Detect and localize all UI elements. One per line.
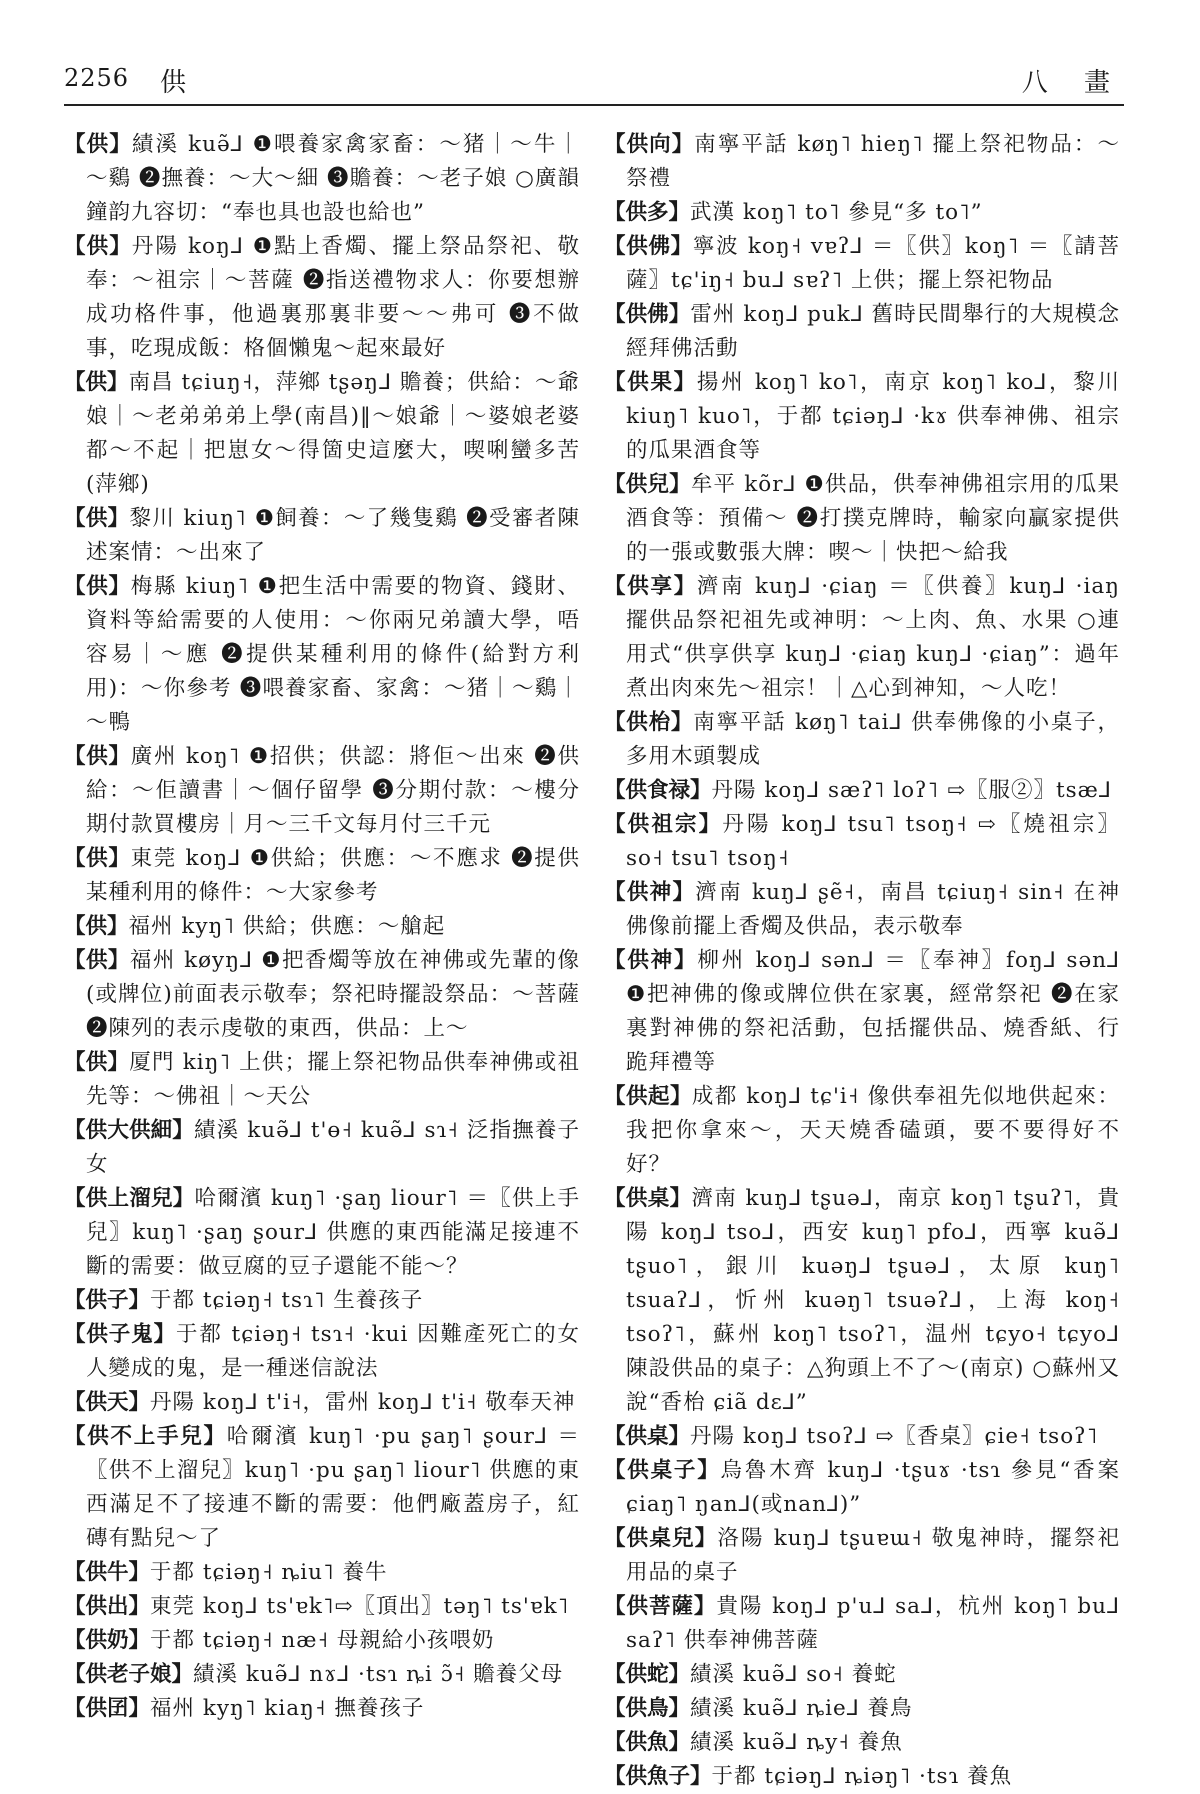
entry-headword: 【供起】 [604, 1084, 692, 1109]
entry-definition: 于都 tɕiəŋ˧ ȵiu˥ 養牛 [150, 1560, 388, 1585]
entry-definition: 東莞 koŋ⅃ ts'ɐk˥⇨〖頂出〗təŋ˥ ts'ɐk˥ [150, 1594, 570, 1619]
page-header [64, 58, 1124, 106]
entry-headword: 【供桌子】 [604, 1458, 721, 1483]
dictionary-entry [64, 1386, 580, 1420]
dictionary-entry [604, 570, 1120, 706]
entry-definition: 貴陽 koŋ⅃ p'u⅃ sa⅃，杭州 koŋ˥ bu⅃ saʔ˥ 供奉神佛菩薩 [626, 1594, 1120, 1653]
entry-headword: 【供老子娘】 [64, 1662, 194, 1687]
entry-headword: 【供子鬼】 [64, 1322, 177, 1347]
entry-headword: 【供出】 [64, 1594, 151, 1619]
entry-definition: 于都 tɕiəŋ˧ tsɿ˧ ·kui 因難產死亡的女人變成的鬼，是一種迷信說法 [86, 1322, 580, 1381]
dictionary-entry [64, 1284, 580, 1318]
entry-definition: 于都 tɕiəŋ⅃ ȵiəŋ˥ ·tsɿ 養魚 [711, 1764, 1013, 1789]
dictionary-entry [604, 468, 1120, 570]
entry-headword: 【供】 [64, 234, 132, 259]
entry-definition: 南寧平話 køŋ˥ tai⅃ 供奉佛像的小桌子，多用木頭製成 [626, 710, 1120, 769]
entry-headword: 【供蛇】 [604, 1662, 691, 1687]
entry-headword: 【供果】 [604, 370, 697, 395]
entry-definition: 南寧平話 køŋ˥ hieŋ˥ 擺上祭祀物品：～祭禮 [626, 132, 1120, 191]
dictionary-entry [604, 808, 1120, 876]
entry-headword: 【供大供細】 [64, 1118, 194, 1143]
entry-definition: 寧波 koŋ˧ vɐʔ⅃ ＝〖供〗koŋ˥ ＝〖請菩薩〗tɕ'iŋ˧ bu⅃ sɐʔ˥ 上供；擺上祭祀物品 [626, 234, 1120, 293]
dictionary-entry [64, 1658, 580, 1692]
page-number: 2256 [64, 64, 130, 92]
entry-definition: 績溪 kuə̃⅃ t'ɵ˧ kuə̃⅃ sɿ˧ 泛指撫養子女 [86, 1118, 580, 1177]
entry-headword: 【供不上手兒】 [64, 1424, 227, 1449]
dictionary-entry [604, 944, 1120, 1080]
dictionary-entry [604, 1692, 1120, 1726]
entry-definition: 福州 køyŋ⅃ ❶把香燭等放在神佛或先輩的像(或牌位)前面表示敬奉；祭祀時擺設祭品：～菩薩 ❷陳列的表示虔敬的東西，供品：上～ [86, 948, 580, 1041]
entry-headword: 【供食禄】 [604, 778, 712, 803]
entry-headword: 【供神】 [604, 880, 696, 905]
entry-headword: 【供】 [64, 1050, 130, 1075]
entry-definition: 績溪 kuə̃⅃ ȵy˧ 養魚 [690, 1730, 903, 1755]
dictionary-entry [64, 1590, 580, 1624]
entry-headword: 【供鳥】 [604, 1696, 691, 1721]
dictionary-entry [604, 366, 1120, 468]
dictionary-entry [604, 706, 1120, 774]
entry-headword: 【供天】 [64, 1390, 151, 1415]
entry-headword: 【供佛】 [604, 234, 693, 259]
dictionary-entry [604, 774, 1120, 808]
entry-definition: 烏魯木齊 kuŋ⅃ ·tʂuɤ ·tsɿ 參見“香案 ɕiaŋ˥ ŋan⅃(或nan⅃)” [626, 1458, 1120, 1517]
entry-headword: 【供奶】 [64, 1628, 151, 1653]
entry-headword: 【供】 [64, 914, 129, 939]
dictionary-entry [604, 1658, 1120, 1692]
left-column [64, 128, 580, 1726]
entry-definition: 南昌 tɕiuŋ˧，萍鄉 tʂəŋ⅃ 贍養；供給：～爺娘｜～老弟弟弟上學(南昌)‖～娘爺｜～婆娘老婆都～不起｜把崽女～得箇史這麼大，喫唎蠻多苦(萍鄉) [86, 370, 580, 497]
dictionary-entry [64, 1182, 580, 1284]
entry-definition: 柳州 koŋ⅃ sən⅃ ＝〖奉神〗foŋ⅃ sən⅃ ❶把神佛的像或牌位供在家裏，經常祭祀 ❷在家裏對神佛的祭祀活動，包括擺供品、燒香紙、行跪拜禮等 [626, 948, 1120, 1075]
entry-headword: 【供祖宗】 [604, 812, 723, 837]
entry-headword: 【供】 [64, 574, 131, 599]
dictionary-entry [64, 366, 580, 502]
dictionary-entry [64, 740, 580, 842]
dictionary-entry [604, 128, 1120, 196]
entry-headword: 【供神】 [604, 948, 698, 973]
entry-headword: 【供兒】 [604, 472, 691, 497]
dictionary-entry [64, 570, 580, 740]
entry-definition: 績溪 kuə̃⅃ ❶喂養家禽家畜：～猪｜～牛｜～鷄 ❷撫養：～大～細 ❸贍養：～老子娘 ○廣韻鐘韵九容切：“奉也具也設也給也” [86, 132, 580, 225]
entry-definition: 丹陽 koŋ⅃ t'i˧，雷州 koŋ⅃ t'i˧ 敬奉天神 [150, 1390, 576, 1415]
entry-definition: 丹陽 koŋ⅃ ❶點上香燭、擺上祭品祭祀、敬奉：～祖宗｜～菩薩 ❷指送禮物求人：你要想辦成功格件事，他過裏那裏非要～～弗可 ❸不做事，吃現成飯：格個懶鬼～起來最好 [86, 234, 580, 361]
dictionary-entry [604, 1760, 1120, 1794]
dictionary-entry [64, 1046, 580, 1114]
dictionary-entry [604, 1454, 1120, 1522]
entry-headword: 【供向】 [604, 132, 695, 157]
entry-headword: 【供】 [64, 846, 131, 871]
entry-headword: 【供菩薩】 [604, 1594, 717, 1619]
entry-definition: 揚州 koŋ˥ ko˥，南京 koŋ˥ ko⅃，黎川 kiuŋ˥ kuo˥，于都 tɕiəŋ⅃ ·kɤ 供奉神佛、祖宗的瓜果酒食等 [626, 370, 1120, 463]
dictionary-entry [64, 1114, 580, 1182]
dictionary-entry [64, 1556, 580, 1590]
entry-definition: 福州 kyŋ˥ 供給；供應：～艙起 [128, 914, 446, 939]
entry-definition: 績溪 kuə̃⅃ nɤ⅃ ·tsɿ ȵi ɔ̃˧ 贍養父母 [193, 1662, 564, 1687]
entry-headword: 【供】 [64, 506, 130, 531]
dictionary-entry [604, 1182, 1120, 1420]
dictionary-entry [604, 1590, 1120, 1658]
entry-definition: 濟南 kuŋ⅃ ʂẽ˧，南昌 tɕiuŋ˧ sin˧ 在神佛像前擺上香燭及供品，表示敬奉 [626, 880, 1120, 939]
header-section-label: 八 畫 [1021, 68, 1124, 98]
entry-definition: 于都 tɕiəŋ˧ tsɿ˥ 生養孩子 [150, 1288, 424, 1313]
entry-definition: 黎川 kiuŋ˥ ❶飼養：～了幾隻鷄 ❷受審者陳述案情：～出來了 [86, 506, 580, 565]
entry-definition: 丹陽 koŋ⅃ sæʔ˥ loʔ˥ ⇨〖服②〗tsæ⅃ [711, 778, 1112, 803]
entry-definition: 廣州 koŋ˥ ❶招供；供認：將佢～出來 ❷供給：～佢讀書｜～個仔留學 ❸分期付款：～樓分期付款買樓房｜月～三千文每月付三千元 [86, 744, 580, 837]
dictionary-entry [604, 230, 1120, 298]
right-column [604, 128, 1120, 1794]
entry-definition: 績溪 kuə̃⅃ ȵie⅃ 養鳥 [690, 1696, 913, 1721]
entry-definition: 丹陽 koŋ⅃ tsoʔ⅃ ⇨〖香桌〗ɕie˧ tsoʔ˥ [690, 1424, 1099, 1449]
dictionary-entry [64, 1624, 580, 1658]
entry-definition: 丹陽 koŋ⅃ tsu˥ tsoŋ˧ ⇨〖燒祖宗〗so˧ tsu˥ tsoŋ˧ [626, 812, 1120, 871]
entry-headword: 【供桌】 [604, 1186, 692, 1211]
entry-headword: 【供佛】 [604, 302, 691, 327]
entry-headword: 【供】 [64, 744, 131, 769]
entry-definition: 濟南 kuŋ⅃ ·ɕiaŋ ＝〖供養〗kuŋ⅃ ·iaŋ 擺供品祭祀祖先或神明：～上肉、魚、水果 ○連用式“供享供享 kuŋ⅃ ·ɕiaŋ kuŋ⅃ ·ɕiaŋ”：過年煮出肉來先～祖宗！｜△心到神知，～人吃！ [626, 574, 1120, 701]
entry-headword: 【供牛】 [64, 1560, 151, 1585]
dictionary-entry [604, 1726, 1120, 1760]
entry-definition: 濟南 kuŋ⅃ tʂuə⅃，南京 koŋ˥ tʂuʔ˥，貴陽 koŋ⅃ tso⅃，西安 kuŋ˥ pfo⅃，西寧 kuə̃⅃ tʂuo˥，銀川 kuəŋ⅃ tʂuə⅃，太原 kuŋ˥ tsuaʔ⅃，忻州 kuəŋ˥ tsuəʔ⅃，上海 koŋ˧ tsoʔ˥，蘇州 koŋ˥ tsoʔ˥，温州 tɕyo˧ tɕyo⅃ 陳設供品的桌子：△狗頭上不了～(南京) ○蘇州又說“香枱 ɕiã dɛ⅃” [626, 1186, 1120, 1415]
entry-definition: 哈爾濱 kuŋ˥ ·pu ʂaŋ˥ ʂour⅃ ＝〖供不上溜兒〗kuŋ˥ ·pu ʂaŋ˥ liour˥ 供應的東西滿足不了接連不斷的需要：他們廠蓋房子，紅磚有點兒～了 [86, 1424, 580, 1551]
dictionary-entry [604, 196, 1120, 230]
dictionary-entry [64, 1420, 580, 1556]
dictionary-entry [64, 944, 580, 1046]
entry-headword: 【供桌兒】 [604, 1526, 718, 1551]
entry-definition: 雷州 koŋ⅃ puk⅃ 舊時民間舉行的大規模念經拜佛活動 [626, 302, 1120, 361]
entry-definition: 成都 koŋ⅃ tɕ'i˧ 像供奉祖先似地供起來：我把你拿來～，天天燒香磕頭，要不要得好不好？ [626, 1084, 1120, 1177]
entry-headword: 【供魚子】 [604, 1764, 712, 1789]
dictionary-entry [604, 298, 1120, 366]
entry-definition: 武漢 koŋ˥ to˥ 參見“多 to˥” [690, 200, 983, 225]
dictionary-entry [604, 1080, 1120, 1182]
entry-headword: 【供上溜兒】 [64, 1186, 195, 1211]
entry-definition: 福州 kyŋ˥ kiaŋ˧ 撫養孩子 [150, 1696, 425, 1721]
entry-headword: 【供桌】 [604, 1424, 691, 1449]
dictionary-entry [64, 1692, 580, 1726]
entry-headword: 【供多】 [604, 200, 691, 225]
entry-definition: 績溪 kuə̃⅃ so˧ 養蛇 [690, 1662, 897, 1687]
entry-headword: 【供子】 [64, 1288, 151, 1313]
entry-definition: 厦門 kiŋ˥ 上供；擺上祭祀物品供奉神佛或祖先等：～佛祖｜～天公 [86, 1050, 580, 1109]
entry-headword: 【供】 [64, 948, 130, 973]
dictionary-entry [64, 502, 580, 570]
entry-headword: 【供枱】 [604, 710, 694, 735]
dictionary-entry [64, 128, 580, 230]
dictionary-entry [64, 1318, 580, 1386]
entry-headword: 【供魚】 [604, 1730, 691, 1755]
dictionary-entry [64, 230, 580, 366]
entry-definition: 梅縣 kiuŋ˥ ❶把生活中需要的物資、錢財、資料等給需要的人使用：～你兩兄弟讀大學，唔容易｜～應 ❷提供某種利用的條件(給對方利用)：～你參考 ❸喂養家畜、家禽：～猪｜～鷄｜～鴨 [86, 574, 580, 735]
dictionary-entry [604, 1420, 1120, 1454]
dictionary-entry [64, 842, 580, 910]
dictionary-entry [604, 1522, 1120, 1590]
header-head-character: 供 [160, 68, 187, 98]
entry-definition: 洛陽 kuŋ⅃ tʂuɐɯ˧ 敬鬼神時，擺祭祀用品的桌子 [626, 1526, 1120, 1585]
entry-headword: 【供囝】 [64, 1696, 151, 1721]
dictionary-entry [64, 910, 580, 944]
entry-headword: 【供】 [64, 132, 132, 157]
entry-definition: 東莞 koŋ⅃ ❶供給；供應：～不應求 ❷提供某種利用的條件：～大家參考 [86, 846, 580, 905]
entry-definition: 牟平 kõr⅃ ❶供品，供奉神佛祖宗用的瓜果酒食等：預備～ ❷打撲克牌時，輸家向贏家提供的一張或數張大牌：喫～｜快把～給我 [626, 472, 1120, 565]
entry-definition: 哈爾濱 kuŋ˥ ·ʂaŋ liour˥ ＝〖供上手兒〗kuŋ˥ ·ʂaŋ ʂour⅃ 供應的東西能滿足接連不斷的需要：做豆腐的豆子還能不能～？ [86, 1186, 580, 1279]
entry-headword: 【供享】 [604, 574, 697, 599]
entry-headword: 【供】 [64, 370, 129, 395]
dictionary-entry [604, 876, 1120, 944]
entry-definition: 于都 tɕiəŋ˧ næ˧ 母親給小孩喂奶 [150, 1628, 495, 1653]
